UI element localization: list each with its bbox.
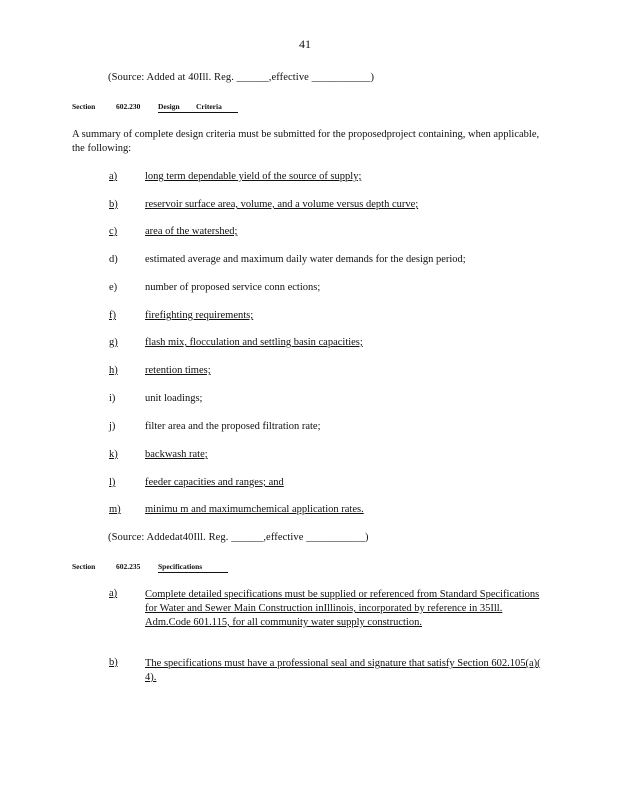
- item-j-letter: j): [109, 421, 116, 432]
- source-note-top: (Source: Added at 40Ill. Reg. ______,effective ___________): [108, 72, 375, 83]
- item-m-letter: m): [109, 504, 121, 515]
- section-label: Section: [72, 102, 96, 111]
- section-title-underline: [158, 112, 238, 113]
- item-j-text: filter area and the proposed filtration rate;: [145, 421, 321, 432]
- item-k-text: backwash rate;: [145, 449, 208, 460]
- item-e-letter: e): [109, 282, 118, 293]
- section-title-part1: Design: [158, 102, 180, 111]
- item-c-letter: c): [109, 226, 118, 237]
- item-h-letter: h): [109, 365, 118, 376]
- item-k-letter: k): [109, 449, 118, 460]
- section-number: 602.235: [116, 562, 141, 571]
- page-number: 41: [299, 37, 311, 51]
- source-note-bottom: (Source: Addedat40Ill. Reg. ______,effective ___________): [108, 532, 369, 543]
- section-title-underline: [158, 572, 228, 573]
- item-l-text: feeder capacities and ranges; and: [145, 477, 284, 488]
- section-heading-602-230: [72, 102, 242, 114]
- section-label: Section: [72, 562, 96, 571]
- item-b-letter: b): [109, 199, 118, 210]
- spec-item-a-text: Complete detailed specifications must be supplied or referenced from Standard Specifications for Water and Sewer Main Construction inIllinois, incorporated by reference in 35Ill. Adm.Code 601.115, for all community water supply construction.: [145, 589, 540, 628]
- item-d-letter: d): [109, 254, 118, 265]
- item-h-text: retention times;: [145, 365, 211, 376]
- intro-paragraph: A summary of complete design criteria must be submitted for the proposedproject containing, when applicable, the following:: [72, 129, 540, 154]
- item-g-letter: g): [109, 337, 118, 348]
- section-number: 602.230: [116, 102, 141, 111]
- item-f-letter: f): [109, 310, 116, 321]
- item-d-text: estimated average and maximum daily water demands for the design period;: [145, 254, 466, 265]
- item-f-text: firefighting requirements;: [145, 310, 254, 321]
- spec-item-b-text: The specifications must have a professional seal and signature that satisfy Section 602.105(a)( 4).: [145, 658, 541, 683]
- item-g-text: flash mix, flocculation and settling basin capacities;: [145, 337, 363, 348]
- item-a-letter: a): [109, 171, 118, 182]
- section-title: Specifications: [158, 562, 203, 571]
- item-b-text: reservoir surface area, volume, and a volume versus depth curve;: [145, 199, 419, 210]
- item-i-text: unit loadings;: [145, 393, 203, 404]
- section-title-part2: Criteria: [196, 102, 222, 111]
- spec-item-b-letter: b): [109, 657, 118, 668]
- item-m-text: minimu m and maximumchemical application rates.: [145, 504, 364, 515]
- item-c-text: area of the watershed;: [145, 226, 238, 237]
- section-heading-602-235: [72, 562, 242, 574]
- item-l-letter: l): [109, 477, 116, 488]
- item-i-letter: i): [109, 393, 116, 404]
- item-e-text: number of proposed service conn ections;: [145, 282, 321, 293]
- spec-item-a-letter: a): [109, 588, 118, 599]
- item-a-text: long term dependable yield of the source of supply;: [145, 171, 362, 182]
